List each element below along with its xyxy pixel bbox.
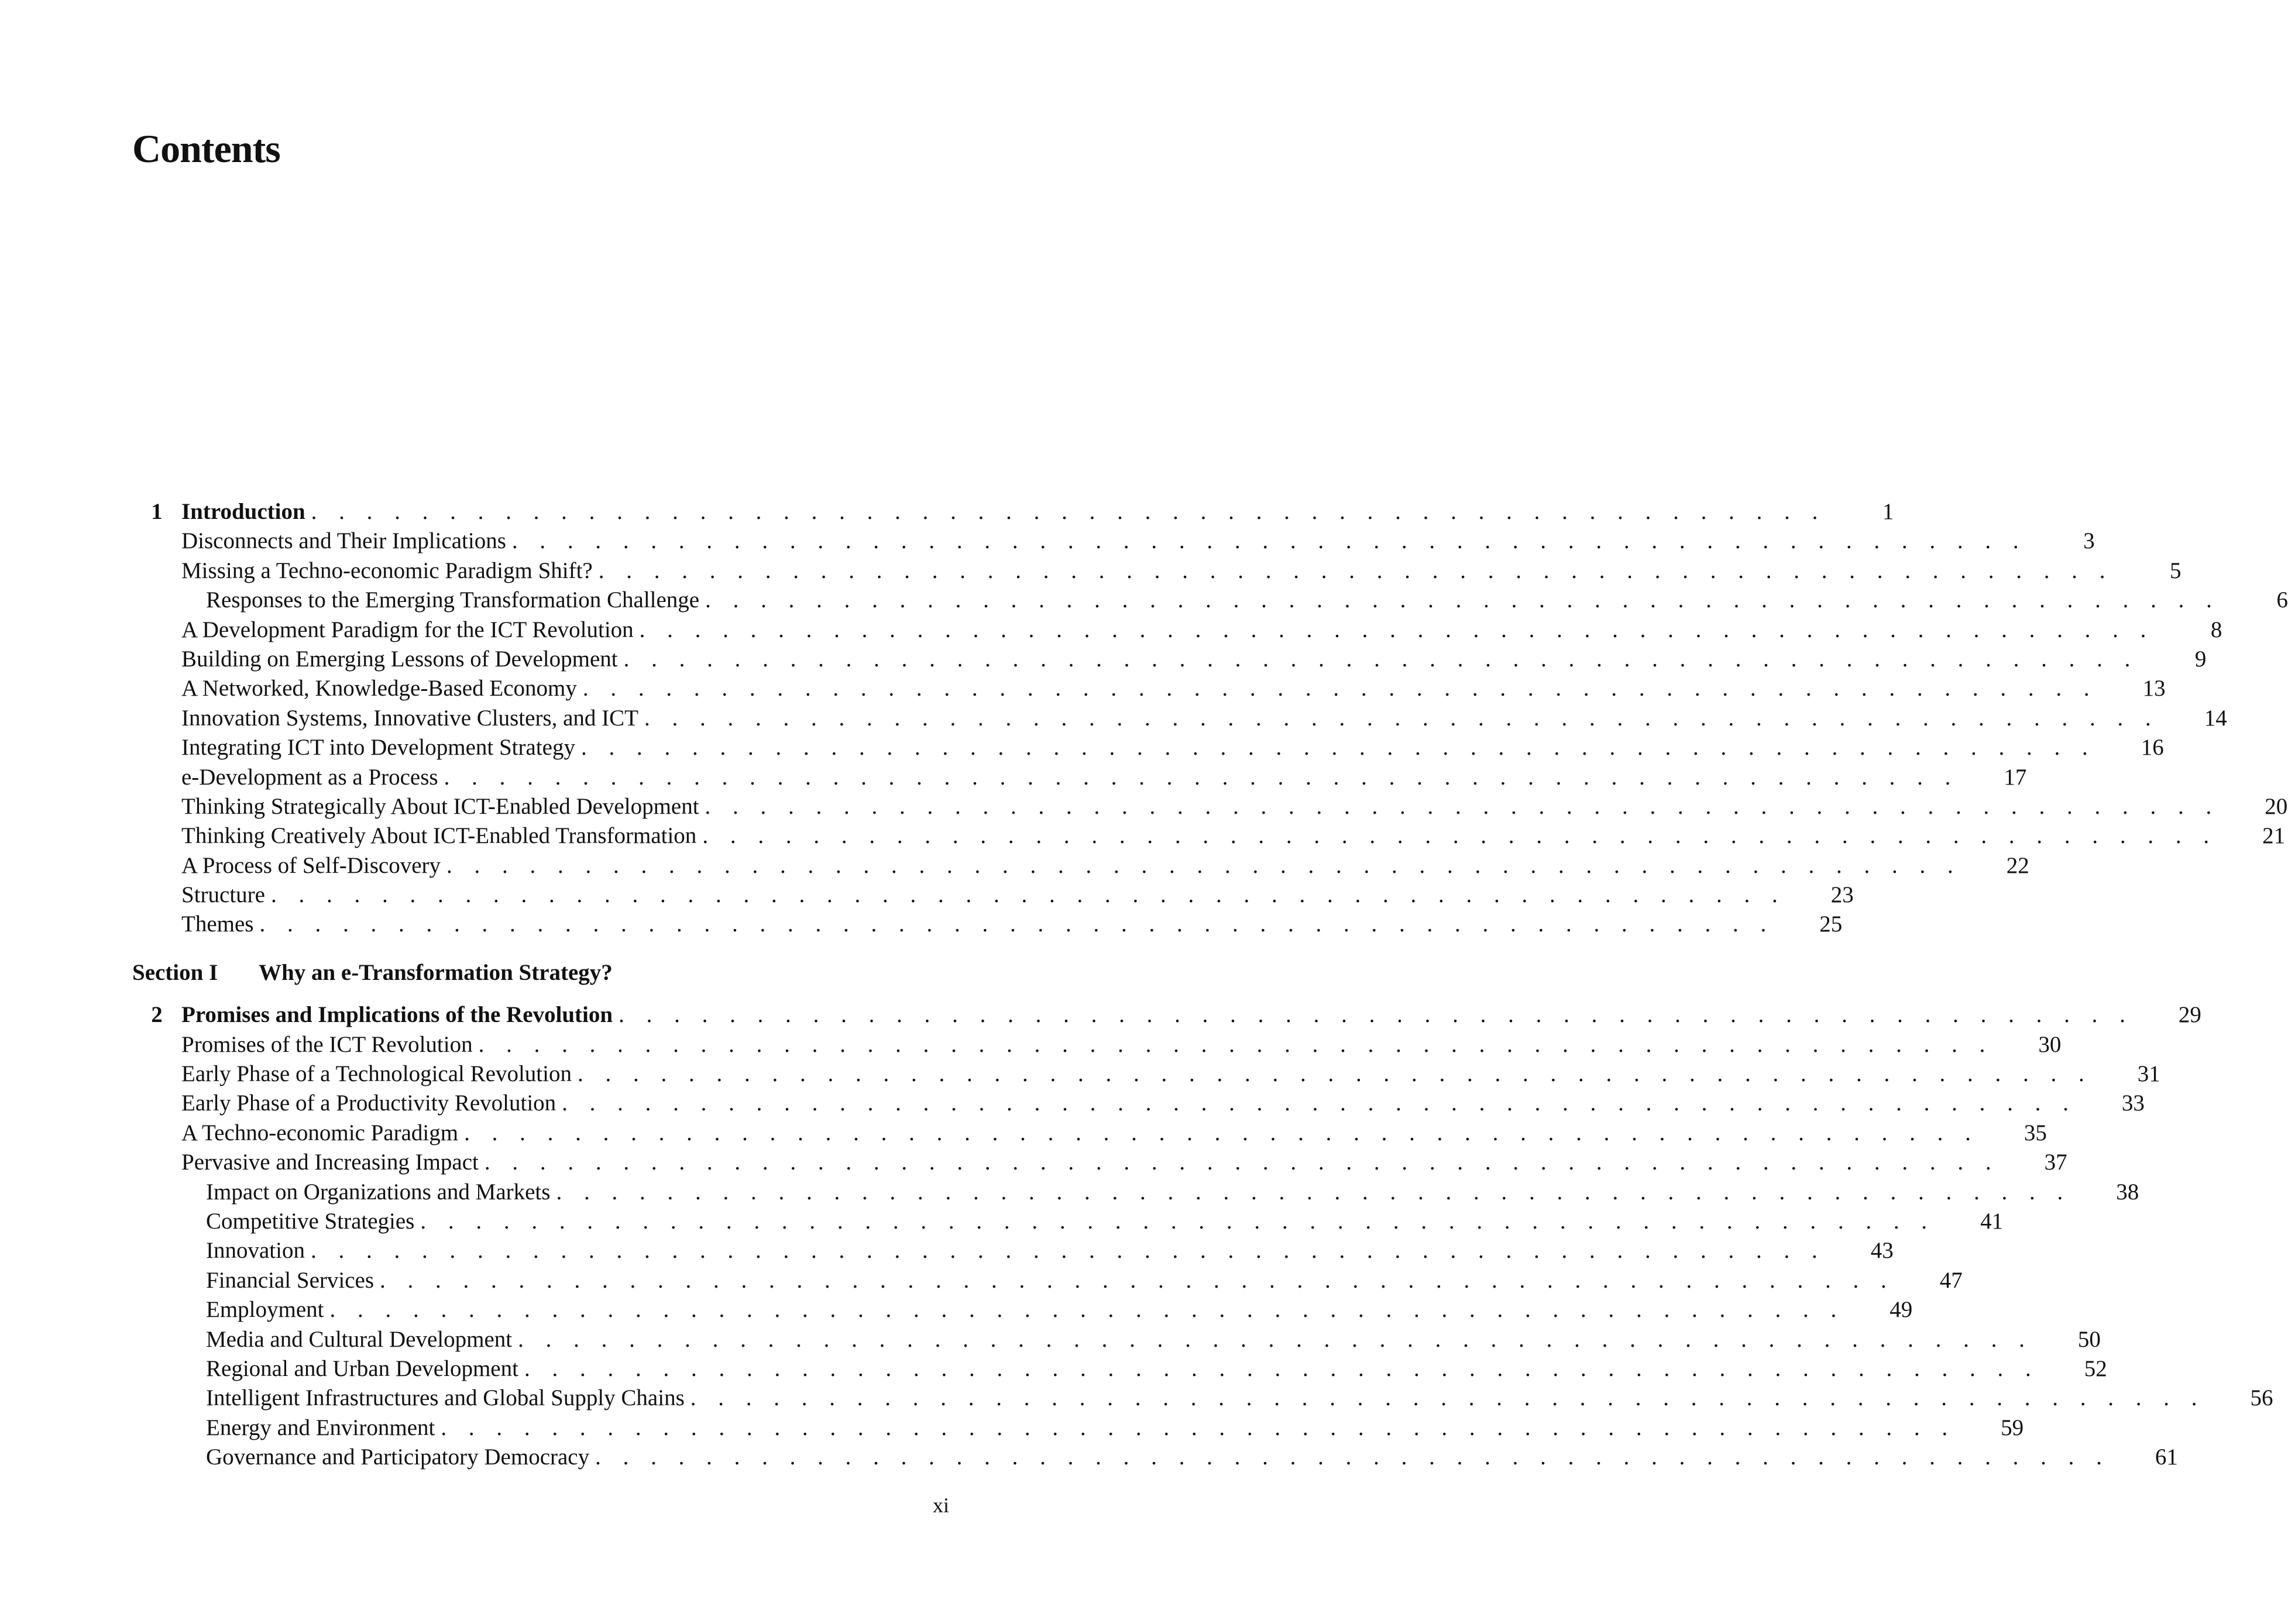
dot-leader: . . . . . . . . . . . . . . . . . . . . . . . . . . . . . . . . . . . . . . . . . . . . . . . . . . . . . . . [380,1267,1895,1293]
page-number: 3 [2083,528,2095,554]
page-number: 13 [2142,676,2166,701]
page-number: 37 [2044,1150,2067,1175]
entry-title: Early Phase of a Technological Revolution [181,1059,578,1089]
dot-leader: . . . . . . . . . . . . . . . . . . . . . . . . . . . . . . . . . . . . . . . . . . . . . . . . . . . . . . . [420,1208,1936,1234]
toc-entry[interactable] [132,1059,2160,1089]
entry-title: Missing a Techno-economic Paradigm Shift? [181,556,599,586]
entry-title: Innovation [181,1236,311,1265]
page-number: 43 [1870,1238,1894,1264]
chapter-title: Introduction [181,497,311,527]
entry-title: A Process of Self-Discovery [181,851,446,880]
page-number: 41 [1980,1208,2004,1234]
dot-leader: . . . . . . . . . . . . . . . . . . . . . . . . . . . . . . . . . . . . . . . . . . . . . . . . . . . . . . . [556,1179,2071,1205]
page-number: 1 [1882,499,1894,524]
chapter-number: 1 [151,499,163,524]
dot-leader: . . . . . . . . . . . . . . . . . . . . . . . . . . . . . . . . . . . . . . . . . . . . . . . . . . . . . . . [582,676,2098,701]
toc-entry[interactable] [132,851,2029,880]
toc-entry[interactable] [132,880,1854,910]
toc-entry[interactable] [132,1325,2101,1354]
dot-leader: . . . . . . . . . . . . . . . . . . . . . . . . . . . . . . . . . . . . . . . . . . . . . . . . . . . . . . . [705,793,2220,819]
toc-section-1[interactable] [132,958,949,988]
page-number: 49 [1890,1297,1913,1323]
toc-entry[interactable] [132,910,1843,939]
section-label: Section I [132,959,218,985]
toc-entry[interactable] [132,527,2095,556]
dot-leader: . . . . . . . . . . . . . . . . . . . . . . . . . . . . . . . . . . . . . . . . . . . . . . . . . . . . . . . [464,1120,1979,1145]
entry-title: Innovation Systems, Innovative Clusters, and ICT [181,704,644,733]
entry-title: Media and Cultural Development [181,1325,518,1354]
chapter-1-entries [132,527,2288,939]
toc-entry[interactable] [132,1295,1913,1324]
dot-leader: . . . . . . . . . . . . . . . . . . . . . . . . . . . . . . . . . . . . . . . . . . . . . . . . . . . . . . . [484,1150,2000,1175]
toc-entry[interactable] [132,556,2181,586]
dot-leader: . . . . . . . . . . . . . . . . . . . . . . . . . . . . . . . . . . . . . . . . . . . . . . . . . . . . . . . [329,1297,1845,1323]
entry-title: Themes [181,910,259,939]
page-number: 31 [2137,1061,2160,1087]
section-title: Why an e-Transformation Strategy? [259,959,613,985]
page-number: 5 [2170,558,2181,583]
entry-title: Competitive Strategies [181,1207,420,1236]
dot-leader: . . . . . . . . . . . . . . . . . . . . . . . . . . . . . . . . . . . . . . . . . . . . . . . . . . . . . . . [311,499,1826,524]
entry-title: Thinking Creatively About ICT-Enabled Transformation [181,821,702,851]
toc-entry[interactable] [132,1178,2139,1207]
dot-leader: . . . . . . . . . . . . . . . . . . . . . . . . . . . . . . . . . . . . . . . . . . . . . . . . . . . . . . . [444,764,1959,790]
entry-title: Building on Emerging Lessons of Development [181,645,624,674]
page-number: 16 [2141,735,2164,761]
entry-title: Disconnects and Their Implications [181,527,512,556]
page-number: 22 [2006,852,2029,878]
dot-leader: . . . . . . . . . . . . . . . . . . . . . . . . . . . . . . . . . . . . . . . . . . . . . . . . . . . . . . . [562,1090,2077,1116]
page-number: 17 [2004,764,2027,790]
chapter-2-entries [132,1030,2273,1472]
entry-title: Integrating ICT into Development Strategy [181,733,581,762]
dot-leader: . . . . . . . . . . . . . . . . . . . . . . . . . . . . . . . . . . . . . . . . . . . . . . . . . . . . . . . [270,882,1786,908]
page-number: 35 [2024,1120,2047,1145]
toc-entry[interactable] [132,645,2207,674]
toc-chapter-1[interactable] [132,497,1894,527]
chapter-title: Promises and Implications of the Revolution [181,1000,619,1030]
toc-entry[interactable] [132,674,2166,703]
toc-entry[interactable] [132,1236,1894,1265]
dot-leader: . . . . . . . . . . . . . . . . . . . . . . . . . . . . . . . . . . . . . . . . . . . . . . . . . . . . . . . [478,1031,1994,1057]
page-number: 50 [2077,1326,2101,1352]
toc-entry[interactable] [132,1207,2004,1236]
page-number: 56 [2250,1385,2273,1411]
page-number: 38 [2116,1179,2139,1205]
entry-title: Structure [181,880,271,910]
dot-leader: . . . . . . . . . . . . . . . . . . . . . . . . . . . . . . . . . . . . . . . . . . . . . . . . . . . . . . . [595,1444,2110,1470]
dot-leader: . . . . . . . . . . . . . . . . . . . . . . . . . . . . . . . . . . . . . . . . . . . . . . . . . . . . . . . [644,705,2159,731]
toc-entry[interactable] [132,1443,2178,1472]
page-number: 30 [2038,1031,2062,1057]
toc-entry[interactable] [132,1266,1963,1295]
toc-entry[interactable] [132,1148,2067,1177]
page-number: 33 [2121,1090,2145,1116]
page-title: Contents [132,126,280,171]
toc-entry[interactable] [132,1119,2047,1148]
entry-title: e-Development as a Process [181,763,444,792]
entry-title: Energy and Environment [181,1413,441,1443]
dot-leader: . . . . . . . . . . . . . . . . . . . . . . . . . . . . . . . . . . . . . . . . . . . . . . . . . . . . . . . [259,911,1775,937]
page-folio: xi [932,1494,949,1517]
page-number: 8 [2210,617,2222,642]
table-of-contents [132,497,2288,1472]
toc-chapter-2[interactable] [132,1000,2201,1030]
page-number: 21 [2262,823,2286,849]
entry-title: Early Phase of a Productivity Revolution [181,1089,562,1118]
toc-entry[interactable] [132,704,2227,733]
toc-entry[interactable] [132,615,2222,645]
page-number: 23 [1830,882,1854,908]
toc-entry[interactable] [132,792,2288,821]
dot-leader: . . . . . . . . . . . . . . . . . . . . . . . . . . . . . . . . . . . . . . . . . . . . . . . . . . . . . . . [577,1061,2093,1087]
page-number: 59 [2001,1415,2024,1440]
dot-leader: . . . . . . . . . . . . . . . . . . . . . . . . . . . . . . . . . . . . . . . . . . . . . . . . . . . . . . . [690,1385,2205,1411]
entry-title: Governance and Participatory Democracy [181,1443,595,1472]
page-number: 61 [2155,1444,2178,1470]
toc-entry[interactable] [132,1030,2062,1059]
toc-entry[interactable] [132,733,2164,762]
chapter-number: 2 [151,1002,163,1028]
page-number: 47 [1939,1267,1963,1293]
dot-leader: . . . . . . . . . . . . . . . . . . . . . . . . . . . . . . . . . . . . . . . . . . . . . . . . . . . . . . . [524,1355,2039,1381]
dot-leader: . . . . . . . . . . . . . . . . . . . . . . . . . . . . . . . . . . . . . . . . . . . . . . . . . . . . . . . [446,852,1961,878]
entry-title: Intelligent Infrastructures and Global Supply Chains [181,1384,690,1413]
entry-title: Thinking Strategically About ICT-Enabled Development [181,792,705,821]
dot-leader: . . . . . . . . . . . . . . . . . . . . . . . . . . . . . . . . . . . . . . . . . . . . . . . . . . . . . . . [639,617,2155,642]
page-number: 29 [2178,1002,2201,1028]
entry-title: Regional and Urban Development [181,1354,524,1384]
page-number: 25 [1819,911,1843,937]
entry-title: Financial Services [181,1266,380,1295]
entry-title: Promises of the ICT Revolution [181,1030,479,1059]
toc-entry[interactable] [132,1413,2024,1443]
toc-entry[interactable] [132,1354,2107,1384]
toc-entry[interactable] [132,1384,2273,1413]
toc-entry[interactable] [132,763,2027,792]
entry-title: A Techno-economic Paradigm [181,1119,464,1148]
entry-title: A Development Paradigm for the ICT Revolution [181,615,640,645]
entry-title: A Networked, Knowledge-Based Economy [181,674,583,703]
dot-leader: . . . . . . . . . . . . . . . . . . . . . . . . . . . . . . . . . . . . . . . . . . . . . . . . . . . . . . . [623,646,2139,672]
page-number: 20 [2265,793,2288,819]
dot-leader: . . . . . . . . . . . . . . . . . . . . . . . . . . . . . . . . . . . . . . . . . . . . . . . . . . . . . . . [702,823,2218,849]
dot-leader: . . . . . . . . . . . . . . . . . . . . . . . . . . . . . . . . . . . . . . . . . . . . . . . . . . . . . . . [580,735,2096,761]
dot-leader: . . . . . . . . . . . . . . . . . . . . . . . . . . . . . . . . . . . . . . . . . . . . . . . . . . . . . . . [310,1238,1826,1264]
page-number: 14 [2204,705,2227,731]
toc-entry[interactable] [132,821,2286,851]
dot-leader: . . . . . . . . . . . . . . . . . . . . . . . . . . . . . . . . . . . . . . . . . . . . . . . . . . . . . . . [619,1002,2134,1028]
dot-leader: . . . . . . . . . . . . . . . . . . . . . . . . . . . . . . . . . . . . . . . . . . . . . . . . . . . . . . . [441,1415,1956,1440]
dot-leader: . . . . . . . . . . . . . . . . . . . . . . . . . . . . . . . . . . . . . . . . . . . . . . . . . . . . . . . [518,1326,2033,1352]
page-number: 52 [2084,1355,2107,1381]
toc-entry[interactable] [132,586,2288,615]
toc-entry[interactable] [132,1089,2145,1118]
entry-title: Employment [181,1295,329,1324]
dot-leader: . . . . . . . . . . . . . . . . . . . . . . . . . . . . . . . . . . . . . . . . . . . . . . . . . . . . . . . [511,528,2027,554]
entry-title: Responses to the Emerging Transformation Challenge [181,586,705,615]
entry-title: Pervasive and Increasing Impact [181,1148,485,1177]
dot-leader: . . . . . . . . . . . . . . . . . . . . . . . . . . . . . . . . . . . . . . . . . . . . . . . . . . . . . . . [598,558,2114,583]
page-number: 9 [2194,646,2207,672]
entry-title: Impact on Organizations and Markets [181,1178,556,1207]
dot-leader: . . . . . . . . . . . . . . . . . . . . . . . . . . . . . . . . . . . . . . . . . . . . . . . . . . . . . . . [705,587,2220,613]
page-number: 6 [2276,587,2288,613]
